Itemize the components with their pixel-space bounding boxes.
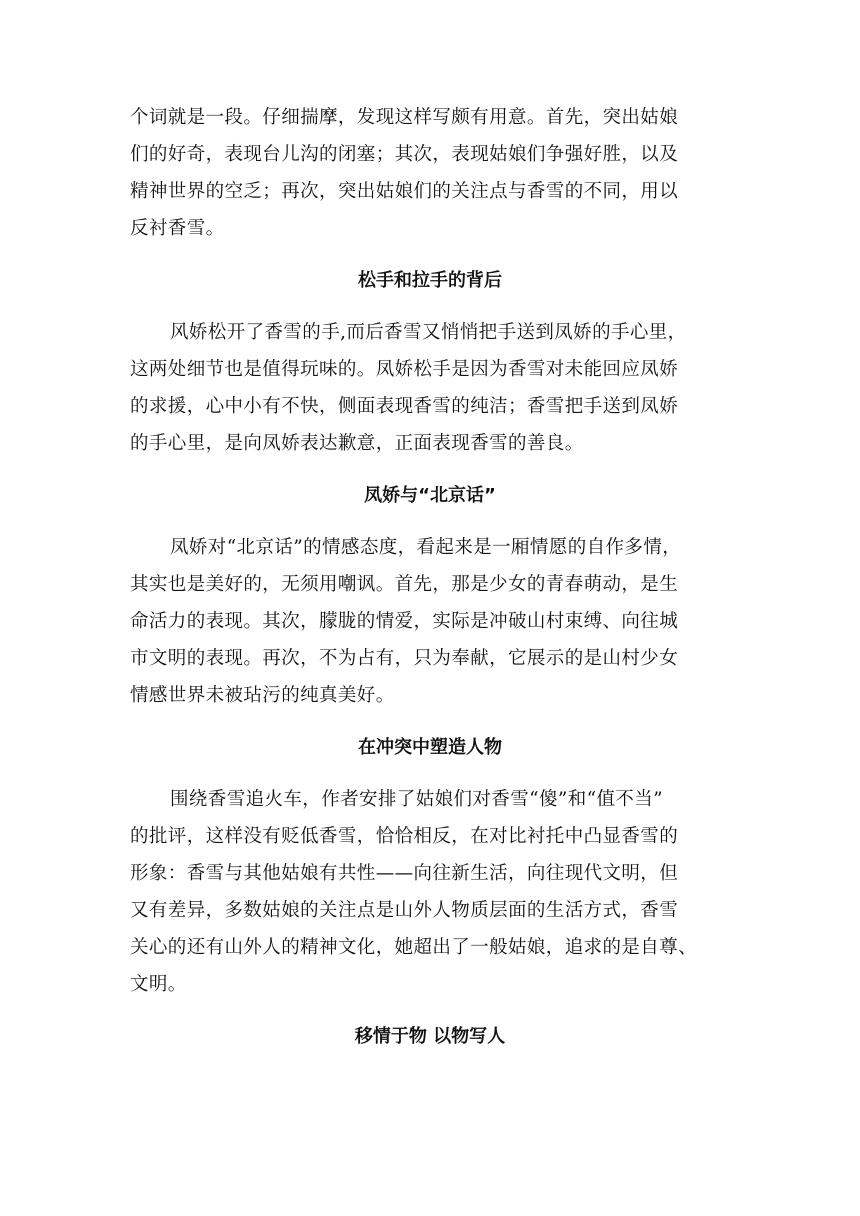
paragraph-line: 市文明的表现。再次，不为占有，只为奉献，它展示的是山村少女 xyxy=(130,648,679,669)
intro-paragraph xyxy=(130,99,750,247)
paragraph-line: 其实也是美好的，无须用嘲讽。首先，那是少女的青春萌动，是生 xyxy=(130,574,679,595)
paragraph-line: 的手心里，是向凤娇表达歉意，正面表现香雪的善良。 xyxy=(130,433,584,454)
paragraph-line: 关心的还有山外人的精神文化，她超出了一般姑娘，追求的是自尊、 xyxy=(130,937,698,958)
paragraph-line: 围绕香雪追火车，作者安排了姑娘们对香雪“傻”和“值不当” xyxy=(170,789,664,810)
paragraph-line: 们的好奇，表现台儿沟的闭塞；其次，表现姑娘们争强好胜，以及 xyxy=(130,144,679,165)
document-body xyxy=(130,99,750,1055)
paragraph-line: 的批评，这样没有贬低香雪，恰恰相反，在对比衬托中凸显香雪的 xyxy=(130,826,679,847)
section-heading: 在冲突中塑造人物 xyxy=(358,737,502,758)
paragraph-line: 的求援，心中小有不快，侧面表现香雪的纯洁；香雪把手送到凤娇 xyxy=(130,396,679,417)
paragraph-line: 这两处细节也是值得玩味的。凤娇松手是因为香雪对未能回应凤娇 xyxy=(130,359,679,380)
section-heading: 凤娇与“北京话” xyxy=(364,485,496,506)
paragraph-line: 命活力的表现。其次，朦胧的情爱，实际是冲破山村束缚、向往城 xyxy=(130,611,679,632)
paragraph-line: 又有差异，多数姑娘的关注点是山外人物质层面的生活方式，香雪 xyxy=(130,900,679,921)
paragraph-line: 风娇松开了香雪的手,而后香雪又悄悄把手送到凤娇的手心里， xyxy=(170,322,687,343)
paragraph-line: 个词就是一段。仔细揣摩，发现这样写颇有用意。首先，突出姑娘 xyxy=(130,107,679,128)
section-heading: 移情于物 以物写人 xyxy=(354,1026,506,1047)
section-paragraph xyxy=(130,781,750,1003)
paragraph-line: 情感世界未被玷污的纯真美好。 xyxy=(130,685,395,706)
section-heading: 松手和拉手的背后 xyxy=(358,270,502,291)
paragraph-line: 反衬香雪。 xyxy=(130,218,225,239)
section-paragraph xyxy=(130,529,750,714)
section-paragraph xyxy=(130,314,750,462)
paragraph-line: 文明。 xyxy=(130,974,187,995)
paragraph-line: 形象：香雪与其他姑娘有共性——向往新生活，向往现代文明，但 xyxy=(130,863,679,884)
paragraph-line: 精神世界的空乏；再次，突出姑娘们的关注点与香雪的不同，用以 xyxy=(130,181,679,202)
paragraph-line: 凤娇对“北京话”的情感态度，看起来是一厢情愿的自作多情， xyxy=(170,537,682,558)
